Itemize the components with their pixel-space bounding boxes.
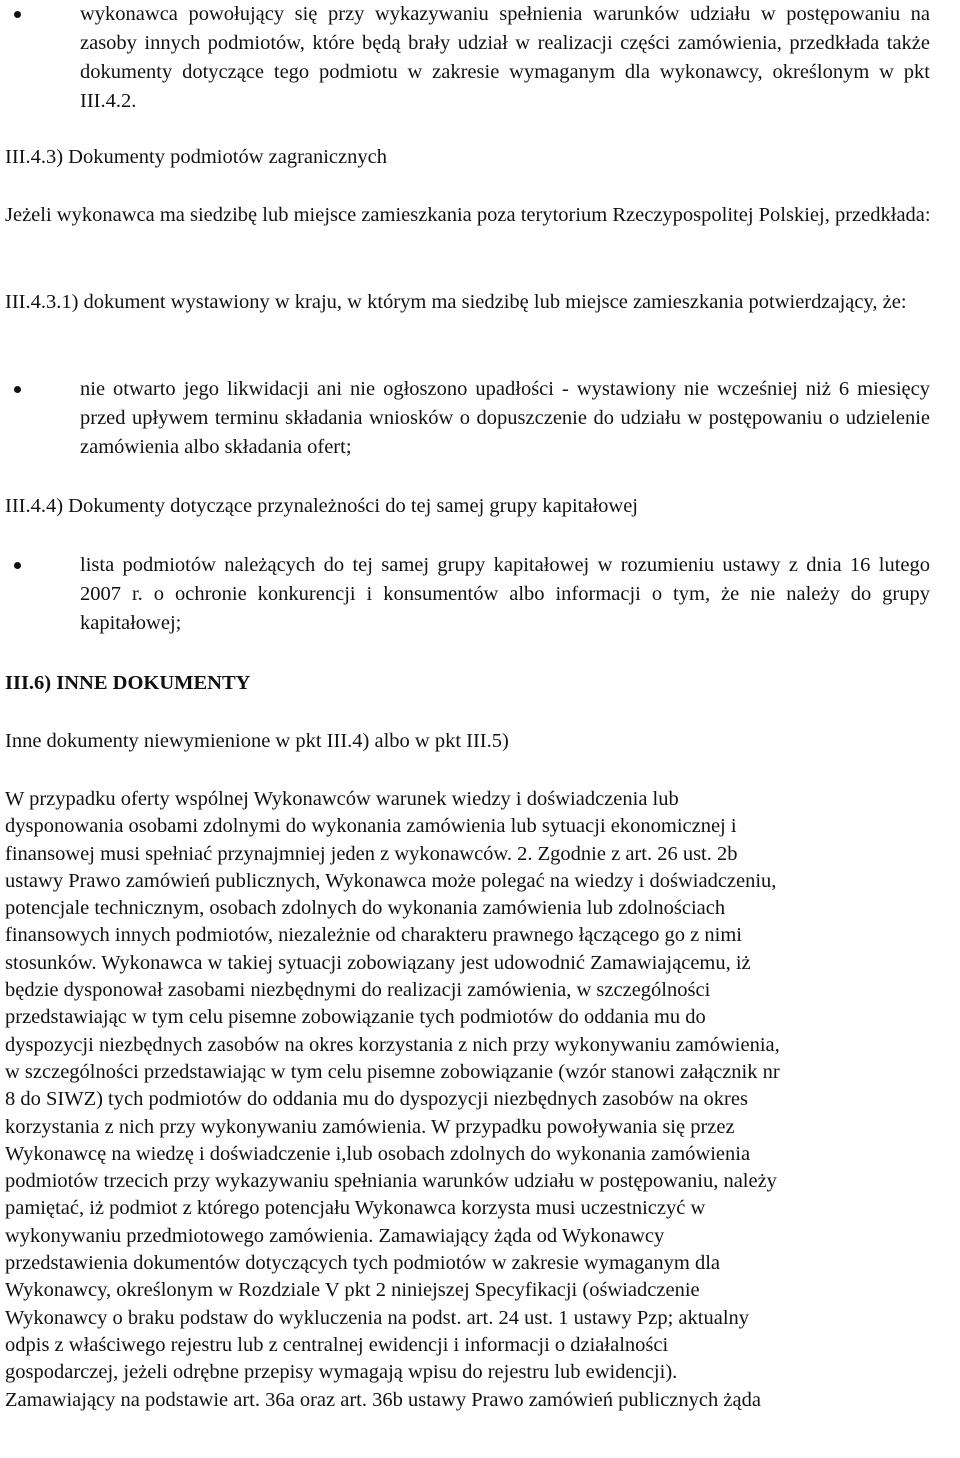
paragraph-other-documents: Inne dokumenty niewymienione w pkt III.4) albo w pkt III.5) — [5, 730, 509, 752]
bullet-item-subcontractor-resources — [80, 0, 930, 116]
heading-other-documents: III.6) INNE DOKUMENTY — [5, 672, 251, 694]
bullet-text: wykonawca powołujący się przy wykazywaniu spełnienia warunków udziału w postępowaniu na zasoby innych podmiotów, które będą brały udział w realizacji części zamówienia, przedkłada także dokumenty dotyczące tego podmiotu w zakresie wymaganym dla wykonawcy, określonym w pkt III.4.2. — [80, 3, 930, 112]
bullet-icon — [14, 562, 21, 569]
bullet-icon — [14, 386, 21, 393]
heading-capital-group: III.4.4) Dokumenty dotyczące przynależności do tej samej grupy kapitałowej — [5, 495, 638, 517]
heading-foreign-entities: III.4.3) Dokumenty podmiotów zagranicznych — [5, 146, 387, 168]
paragraph-iii-4-3-1: III.4.3.1) dokument wystawiony w kraju, w którym ma siedzibę lub miejsce zamieszkania potwierdzający, że: — [5, 291, 907, 313]
bullet-item-no-liquidation — [80, 375, 930, 462]
bullet-text: nie otwarto jego likwidacji ani nie ogłoszono upadłości - wystawiony nie wcześniej niż 6 miesięcy przed upływem terminu składania wniosków o dopuszczenie do udziału w postępowaniu o udzielenie zamówienia albo składania ofert; — [80, 378, 930, 458]
paragraph-joint-offer: W przypadku oferty wspólnej Wykonawców warunek wiedzy i doświadczenia lub dysponowania osobami zdolnymi do wykonania zamówienia lub sytuacji ekonomicznej i finansowej musi spełniać przynajmniej jeden z wykonawców. 2. Zgodnie z art. 26 ust. 2b ustawy Prawo zamówień publicznych, Wykonawca może polegać na wiedzy i doświadczeniu, potencjale technicznym, osobach zdolnych do wykonania zamówienia lub zdolnościach finansowych innych podmiotów, niezależnie od charakteru prawnego łączącego go z nimi stosunków. Wykonawca w takiej sytuacji zobowiązany jest udowodnić Zamawiającemu, iż będzie dysponował zasobami niezbędnymi do realizacji zamówienia, w szczególności przedstawiając w tym celu pisemne zobowiązanie tych podmiotów do oddania mu do dyspozycji niezbędnych zasobów na okres korzystania z nich przy wykonywaniu zamówienia, w szczególności przedstawiając w tym celu pisemne zobowiązanie (wzór stanowi załącznik nr 8 do SIWZ) tych podmiotów do oddania mu do dyspozycji niezbędnych zasobów na okres korzystania z nich przy wykonywaniu zamówienia. W przypadku powoływania się przez Wykonawcę na wiedzę i doświadczenie i,lub osobach zdolnych do wykonania zamówienia podmiotów trzecich przy wykazywaniu spełniania warunków udziału w postępowaniu, należy pamiętać, iż podmiot z którego potencjału Wykonawca korzysta musi uczestniczyć w wykonywaniu przedmiotowego zamówienia. Zamawiający żąda od Wykonawcy przedstawienia dokumentów dotyczących tych podmiotów w zakresie wymaganym dla Wykonawcy, określonym w Rozdziale V pkt 2 niniejszej Specyfikacji (oświadczenie Wykonawcy o braku podstaw do wykluczenia na podst. art. 24 ust. 1 ustawy Pzp; aktualny odpis z właściwego rejestru lub z centralnej ewidencji i informacji o działalności gospodarczej, jeżeli odrębne przepisy wymagają wpisu do rejestru lub ewidencji). Zamawiający na podstawie art. 36a oraz art. 36b ustawy Prawo zamówień publicznych żąda — [5, 788, 780, 1411]
paragraph-foreign-seat: Jeżeli wykonawca ma siedzibę lub miejsce zamieszkania poza terytorium Rzeczypospolitej Polskiej, przedkłada: — [5, 204, 931, 226]
bullet-item-capital-group-list — [80, 551, 930, 638]
bullet-icon — [14, 11, 21, 18]
bullet-text: lista podmiotów należących do tej samej grupy kapitałowej w rozumieniu ustawy z dnia 16 lutego 2007 r. o ochronie konkurencji i konsumentów albo informacji o tym, że nie należy do grupy kapitałowej; — [80, 554, 930, 634]
